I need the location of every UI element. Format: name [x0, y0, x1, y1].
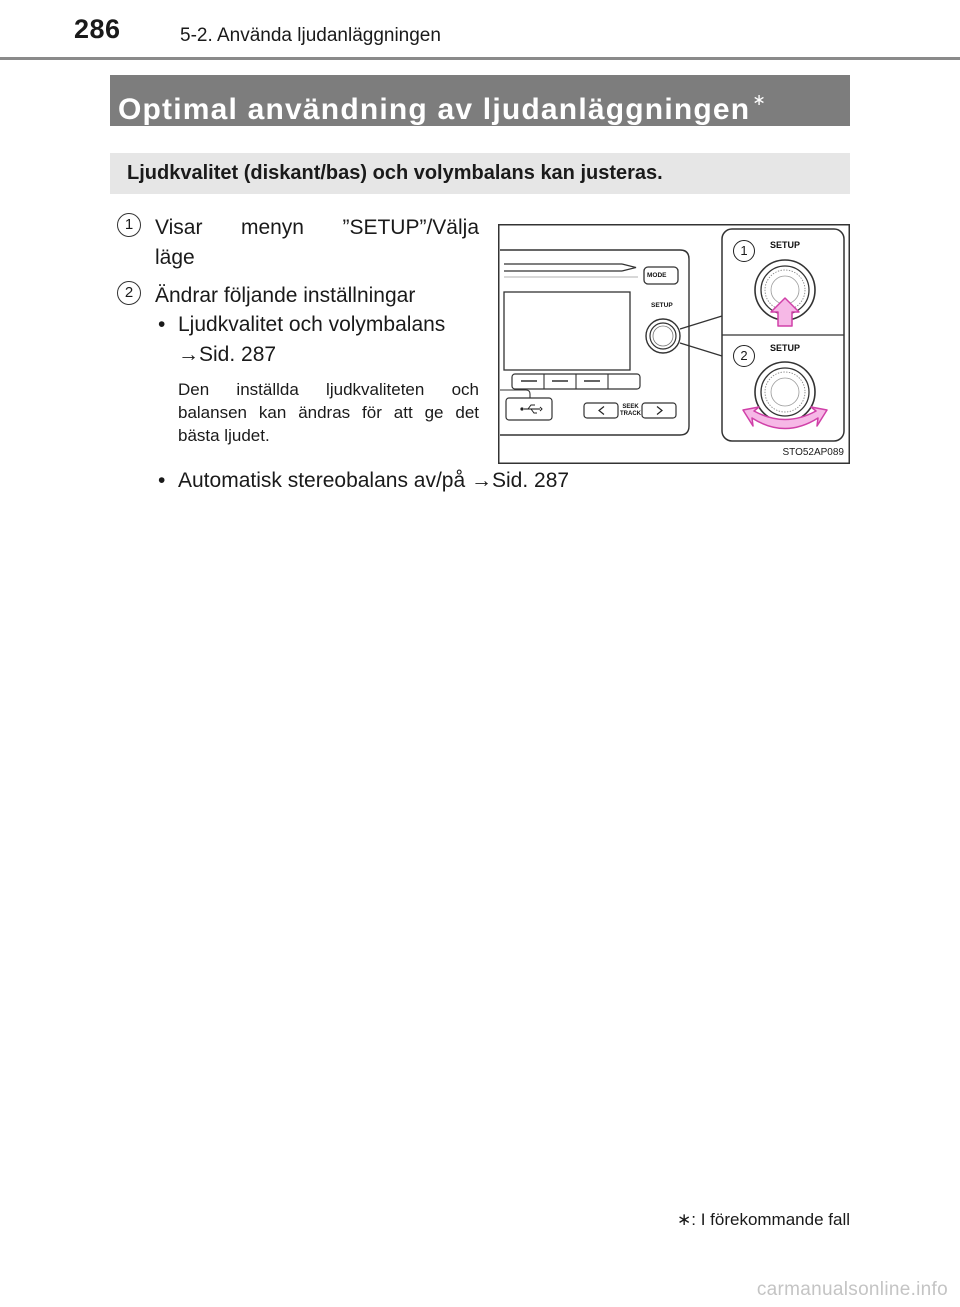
bullet-2-text: Automatisk stereobalans av/på →Sid. 287 [178, 469, 570, 492]
availability-mark: ∗ [752, 92, 767, 109]
callout-number-2: 2 [733, 345, 755, 367]
note-text: Den inställda ljudkvaliteten och balansen kan ändras för att ge det bästa ljudet. [178, 380, 479, 445]
callout-1-setup-label: SETUP [770, 240, 801, 250]
item-2-text: Ändrar följande inställningar [155, 284, 416, 307]
callout-number-1: 1 [733, 240, 755, 262]
figure-code: STO52AP089 [782, 447, 844, 458]
bullet-dot: • [158, 469, 166, 492]
summary-box [110, 153, 850, 194]
section-title-banner [110, 75, 850, 126]
item-number-2: 2 [117, 281, 141, 305]
footnote: ∗: I förekommande fall [677, 1210, 850, 1229]
watermark: carmanualsonline.info [756, 1279, 948, 1300]
item-1-line-2: läge [155, 246, 195, 269]
header-rule [0, 57, 960, 60]
chapter-title: 5-2. Använda ljudanläggningen [180, 25, 441, 46]
bullet-1-reference[interactable]: →Sid. 287 [178, 343, 277, 366]
seek-label: SEEK [622, 404, 639, 410]
bullet-item-1 [158, 310, 446, 340]
bullet-1-text: Ljudkvalitet och volymbalans [178, 313, 446, 336]
bullet-dot: • [158, 313, 166, 336]
seek-track-label [620, 404, 641, 417]
audio-unit-figure [498, 224, 850, 464]
callout-2-setup-label: SETUP [770, 343, 801, 353]
item-1-text [155, 213, 479, 273]
item-number-1: 1 [117, 213, 141, 237]
setup-knob-label: SETUP [651, 302, 673, 309]
bullet-item-2 [158, 466, 570, 496]
section-title: Optimal användning av ljudanläggningen [118, 93, 751, 126]
page-number: 286 [74, 14, 121, 44]
track-label: TRACK [620, 410, 641, 417]
summary-text: Ljudkvalitet (diskant/bas) och volymbalans kan justeras. [127, 162, 663, 184]
item-1-line-1: Visar menyn ”SETUP”/Välja [155, 216, 479, 239]
mode-button-label: MODE [647, 272, 667, 279]
